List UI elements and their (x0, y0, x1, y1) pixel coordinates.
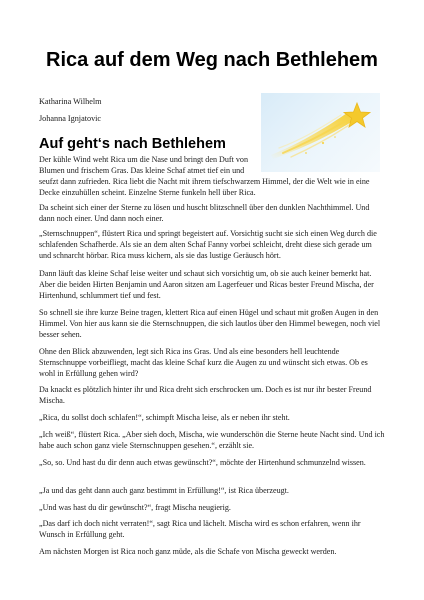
paragraph: Da scheint sich einer der Sterne zu lösen und huscht blitzschnell über den dunklen Nachthimmel. Und dann noch einer. Und dann noch einer. (39, 203, 370, 224)
paragraph: „Und was hast du dir gewünscht?“, fragt Mischa neugierig. (39, 503, 231, 512)
author-name: Katharina Wilhelm (39, 97, 102, 106)
paragraph: So schnell sie ihre kurze Beine tragen, klettert Rica auf einen Hügel und schaut mit großen Augen in den Himmel. Von hier aus kann sie die Sternschnuppen, die sich lautlos über den Himmel bewegen, noch viel besser sehen. (39, 308, 381, 340)
paragraph: „Rica, du sollst doch schlafen!“, schimpft Mischa leise, als er neben ihr steht. (39, 413, 290, 422)
paragraph: „Ja und das geht dann auch ganz bestimmt in Erfüllung!“, ist Rica überzeugt. (39, 486, 289, 495)
author-name: Johanna Ignjatovic (39, 114, 102, 123)
paragraph: seufzt dann zufrieden. Rica liebt die Nacht mit ihrem tiefschwarzem Himmel, der die Welt wie in eine Decke einzuhüllen scheint. Einzelne Sterne funkeln hell über Rica. (39, 177, 370, 198)
paragraph: „Das darf ich doch nicht verraten!“, sagt Rica und lächelt. Mischa wird es schon erfahren, wenn ihr Wunsch in Erfüllung geht. (39, 519, 361, 540)
paragraph: Am nächsten Morgen ist Rica noch ganz müde, als die Schafe von Mischa geweckt werden. (39, 547, 337, 556)
shooting-star-image (261, 93, 380, 172)
paragraph: „So, so. Und hast du dir denn auch etwas gewünscht?“, möchte der Hirtenhund schmunzelnd wissen. (39, 458, 366, 467)
paragraph: Ohne den Blick abzuwenden, legt sich Rica ins Gras. Und als eine besonders hell leuchtende Sternschnuppe vorbeifliegt, macht das kleine Schaf kurz die Augen zu und wünscht sich etwas. Ob es wohl in Erfüllung gehen wird? (39, 347, 368, 379)
paragraph: „Sternschnuppen“, flüstert Rica und springt begeistert auf. Vorsichtig sucht sie sich einen Weg durch die schlafenden Schafherde. Als sie an dem alten Schaf Fanny vorbei schleicht, dreht diese sich gerade um und schnarcht hörbar. Rica muss kichern, als sie das lustige Geräusch hört. (39, 229, 377, 261)
shooting-star-icon (261, 93, 380, 172)
paragraph: Da knackt es plötzlich hinter ihr und Rica dreht sich erschrocken um. Doch es ist nur ihr bester Freund Mischa. (39, 385, 372, 406)
paragraph: Der kühle Wind weht Rica um die Nase und bringt den Duft von Blumen und frischem Gras. Das kleine Schaf atmet tief ein und (39, 155, 249, 176)
story-title: Rica auf dem Weg nach Bethlehem (46, 49, 378, 71)
paragraph: „Ich weiß“, flüstert Rica. „Aber sieh doch, Mischa, wie wunderschön die Sterne heute Nacht sind. Und ich habe auch schon ganz viele Sternschnuppen gesehen.“, erzählt sie. (39, 430, 385, 451)
paragraph: Dann läuft das kleine Schaf leise weiter und schaut sich vorsichtig um, ob sie auch keiner bemerkt hat. Aber die beiden Hirten Benjamin und Aaron sitzen am Lagerfeuer und Ricas bester Freund Mischa, der Hirtenhund, schlummert tief und fest. (39, 269, 374, 301)
section-heading: Auf geht‘s nach Bethlehem (39, 136, 226, 152)
